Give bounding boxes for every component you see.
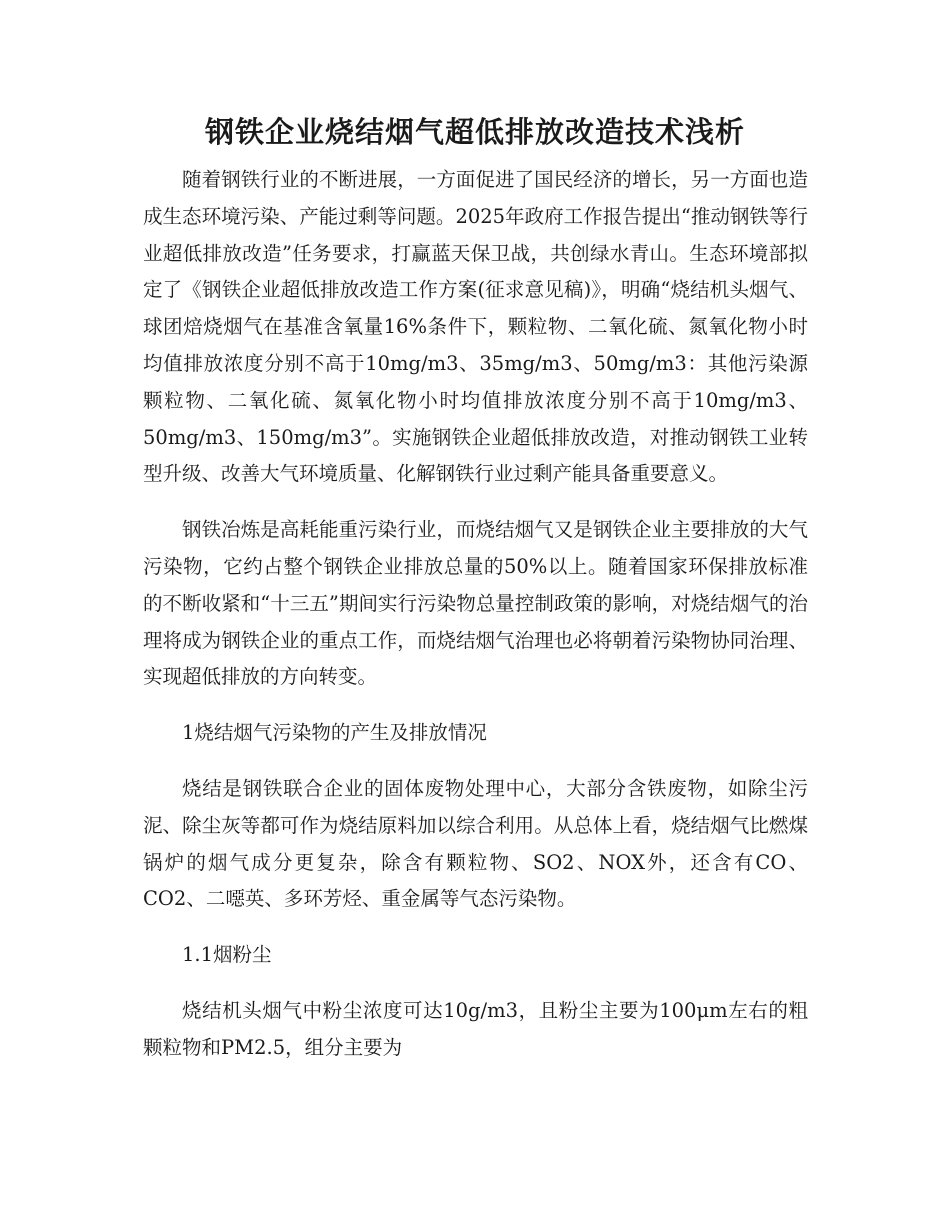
paragraph-pollution: 钢铁冶炼是高耗能重污染行业，而烧结烟气又是钢铁企业主要排放的大气污染物，它约占整个钢铁企业排放总量的50%以上。随着国家环保排放标准的不断收紧和“十三五”期间实行污染物总量控制政策的影响，对烧结烟气的治理将成为钢铁企业的重点工作，而烧结烟气治理也必将朝着污染物协同治理、实现超低排放的方向转变。 — [143, 518, 808, 689]
section-heading-1-1: 1.1烟粉尘 — [182, 943, 272, 967]
document-body — [143, 162, 808, 1086]
section-heading-1: 1烧结烟气污染物的产生及排放情况 — [182, 721, 487, 745]
paragraph-intro: 随着钢铁行业的不断进展，一方面促进了国民经济的增长，另一方面也造成生态环境污染、产能过剩等问题。2025年政府工作报告提出“推动钢铁等行业超低排放改造”任务要求，打赢蓝天保卫战，共创绿水青山。生态环境部拟定了《钢铁企业超低排放改造工作方案(征求意见稿)》，明确“烧结机头烟气、球团焙烧烟气在基准含氧量16%条件下，颗粒物、二氧化硫、氮氧化物小时均值排放浓度分别不高于10mg/m3、35mg/m3、50mg/m3：其他污染源颗粒物、二氧化硫、氮氧化物小时均值排放浓度分别不高于10mg/m3、50mg/m3、150mg/m3”。实施钢铁企业超低排放改造，对推动钢铁工业转型升级、改善大气环境质量、化解钢铁行业过剩产能具备重要意义。 — [143, 168, 808, 486]
paragraph-sintering: 烧结是钢铁联合企业的固体废物处理中心，大部分含铁废物，如除尘污泥、除尘灰等都可作为烧结原料加以综合利用。从总体上看，烧结烟气比燃煤锅炉的烟气成分更复杂，除含有颗粒物、SO2、NOX外，还含有CO、CO2、二噁英、多环芳烃、重金属等气态污染物。 — [143, 776, 808, 911]
document-title: 钢铁企业烧结烟气超低排放改造技术浅析 — [204, 115, 745, 149]
paragraph-dust: 烧结机头烟气中粉尘浓度可达10g/m3，且粉尘主要为100μm左右的粗颗粒物和PM2.5，组分主要为 — [143, 998, 808, 1059]
